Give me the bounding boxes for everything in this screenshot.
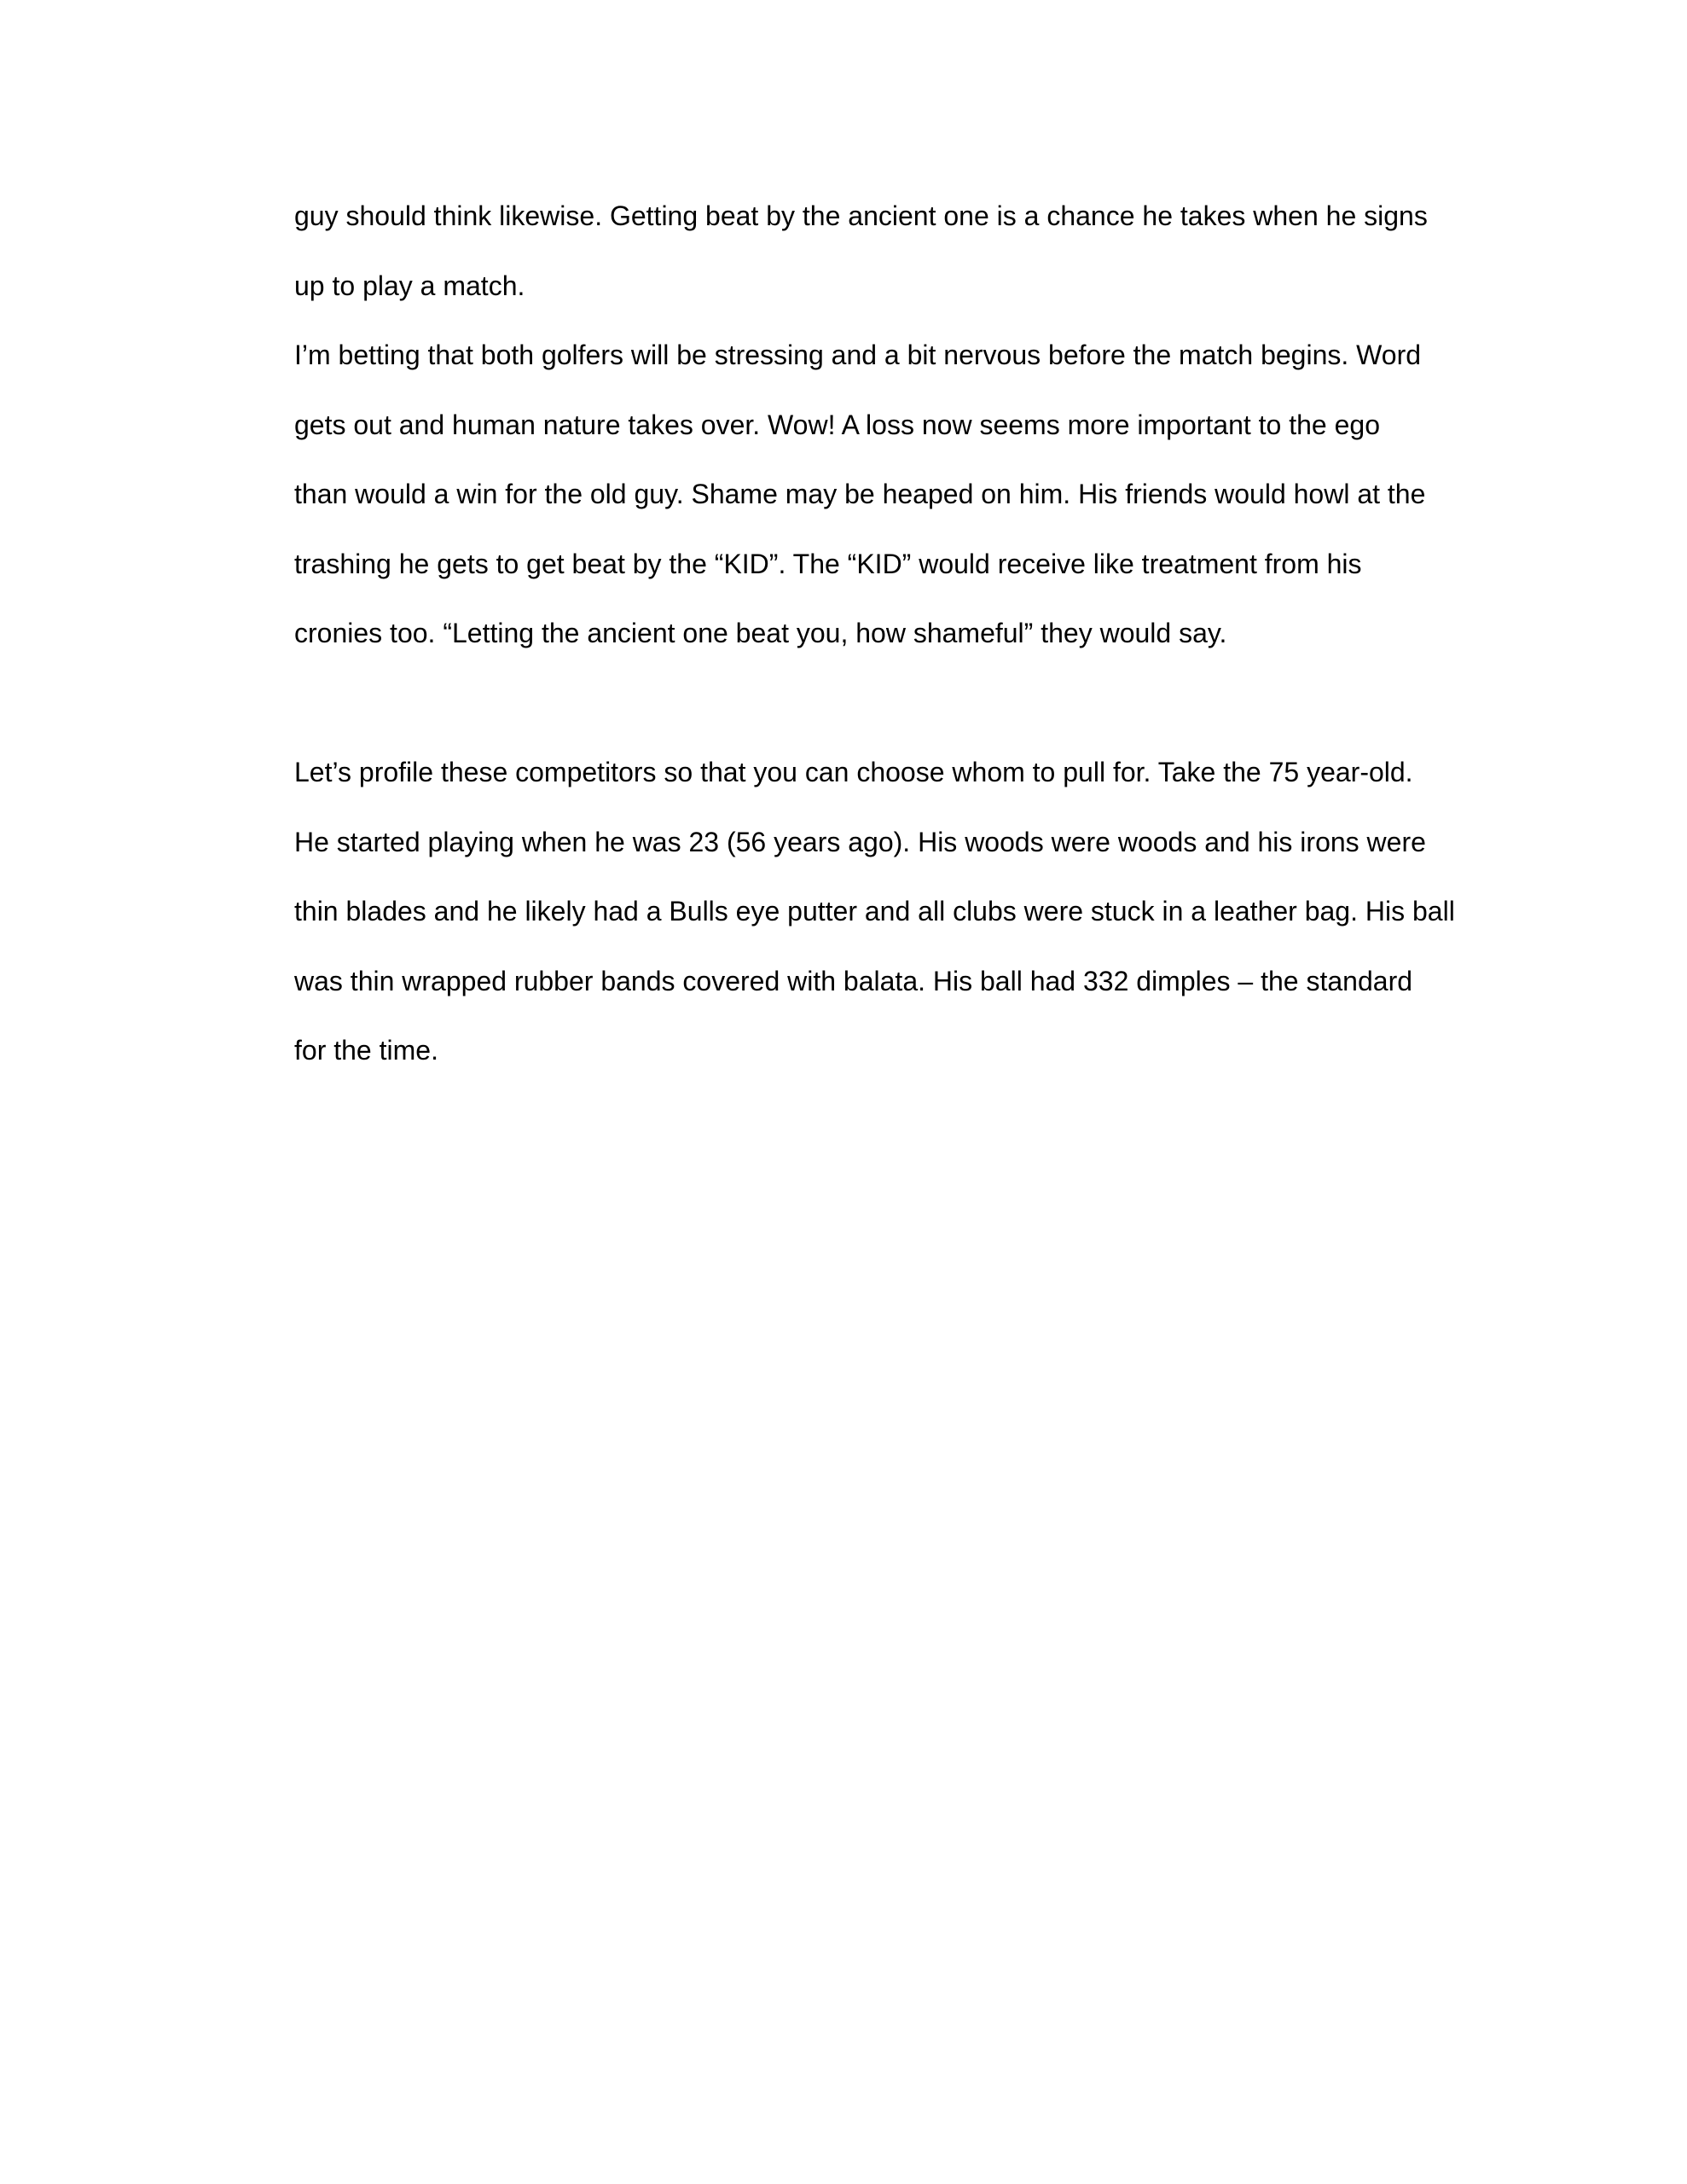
paragraph-spacer [294,679,1488,749]
text-line: Let’s profile these competitors so that you can choose whom to pull for. Take the 75 year-old. [294,757,1413,787]
text-line: up to play a match. [294,270,525,301]
text-line: than would a win for the old guy. Shame may be heaped on him. His friends would howl at the [294,479,1426,509]
paragraph-3 [294,748,1488,1096]
text-line: guy should think likewise. Getting beat by the ancient one is a chance he takes when he signs [294,200,1428,231]
paragraph-2 [294,331,1488,679]
paragraph-1 [294,192,1488,331]
text-line: I’m betting that both golfers will be stressing and a bit nervous before the match begins. Word [294,340,1422,370]
text-line: He started playing when he was 23 (56 years ago). His woods were woods and his irons were [294,826,1426,857]
text-line: thin blades and he likely had a Bulls eye putter and all clubs were stuck in a leather bag. His ball [294,896,1455,926]
text-line: trashing he gets to get beat by the “KID”. The “KID” would receive like treatment from his [294,548,1362,579]
text-line: cronies too. “Letting the ancient one beat you, how shameful” they would say. [294,618,1227,648]
text-line: for the time. [294,1035,438,1066]
text-line: gets out and human nature takes over. Wow! A loss now seems more important to the ego [294,409,1380,440]
text-line: was thin wrapped rubber bands covered with balata. His ball had 332 dimples – the standard [294,965,1413,996]
document-body [294,192,1488,1096]
